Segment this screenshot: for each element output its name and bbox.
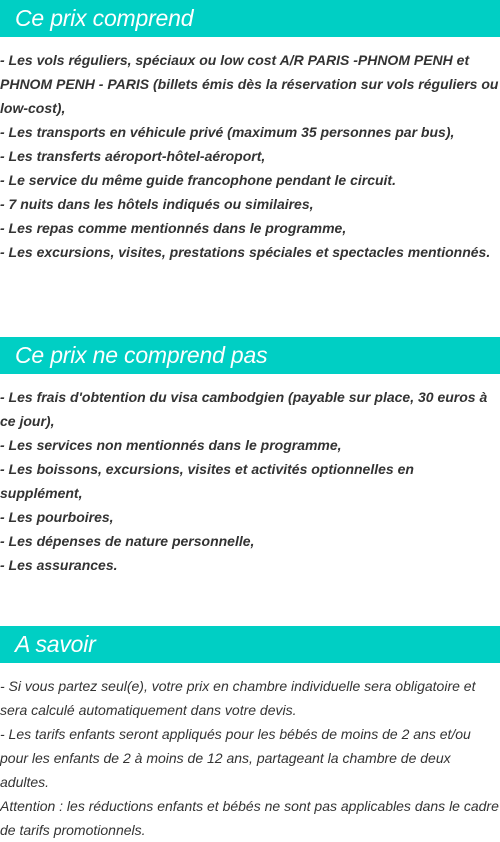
section-good-to-know xyxy=(0,626,500,838)
section-content xyxy=(0,37,500,264)
list-item: - Les pourboires, xyxy=(0,509,114,525)
section-title: Ce prix comprend xyxy=(15,5,194,31)
list-item: - Les excursions, visites, prestations spéciales et spectacles mentionnés. xyxy=(0,244,491,260)
section-header-good-to-know xyxy=(0,626,500,663)
section-price-excludes xyxy=(0,337,500,626)
list-item: - Les transports en véhicule privé (maximum 35 personnes par bus), xyxy=(0,124,455,140)
list-item: Attention : les réductions enfants et bébés ne sont pas applicables dans le cadre de tarifs promotionnels. xyxy=(0,798,499,838)
section-price-includes xyxy=(0,0,500,337)
section-title: A savoir xyxy=(15,631,96,657)
section-content xyxy=(0,663,500,842)
list-item: - Les assurances. xyxy=(0,557,118,573)
list-item: - Si vous partez seul(e), votre prix en chambre individuelle sera obligatoire et sera calculé automatiquement dans votre devis. xyxy=(0,678,476,718)
list-item: - Les frais d'obtention du visa cambodgien (payable sur place, 30 euros à ce jour), xyxy=(0,389,488,429)
section-header-price-includes xyxy=(0,0,500,37)
list-item: - Les vols réguliers, spéciaux ou low cost A/R PARIS -PHNOM PENH et PHNOM PENH - PARIS (billets émis dès la réservation sur vols réguliers ou low-cost), xyxy=(0,52,499,116)
list-item: - Les tarifs enfants seront appliqués pour les bébés de moins de 2 ans et/ou pour les enfants de 2 à moins de 12 ans, partageant la chambre de deux adultes. xyxy=(0,726,471,790)
section-header-price-excludes xyxy=(0,337,500,374)
list-item: - Les transferts aéroport-hôtel-aéroport, xyxy=(0,148,266,164)
list-item: - Les boissons, excursions, visites et activités optionnelles en supplément, xyxy=(0,461,414,501)
list-item: - Le service du même guide francophone pendant le circuit. xyxy=(0,172,396,188)
section-title: Ce prix ne comprend pas xyxy=(15,342,268,368)
list-item: - 7 nuits dans les hôtels indiqués ou similaires, xyxy=(0,196,314,212)
list-item: - Les dépenses de nature personnelle, xyxy=(0,533,255,549)
list-item: - Les repas comme mentionnés dans le programme, xyxy=(0,220,347,236)
list-item: - Les services non mentionnés dans le programme, xyxy=(0,437,342,453)
section-content xyxy=(0,374,500,577)
